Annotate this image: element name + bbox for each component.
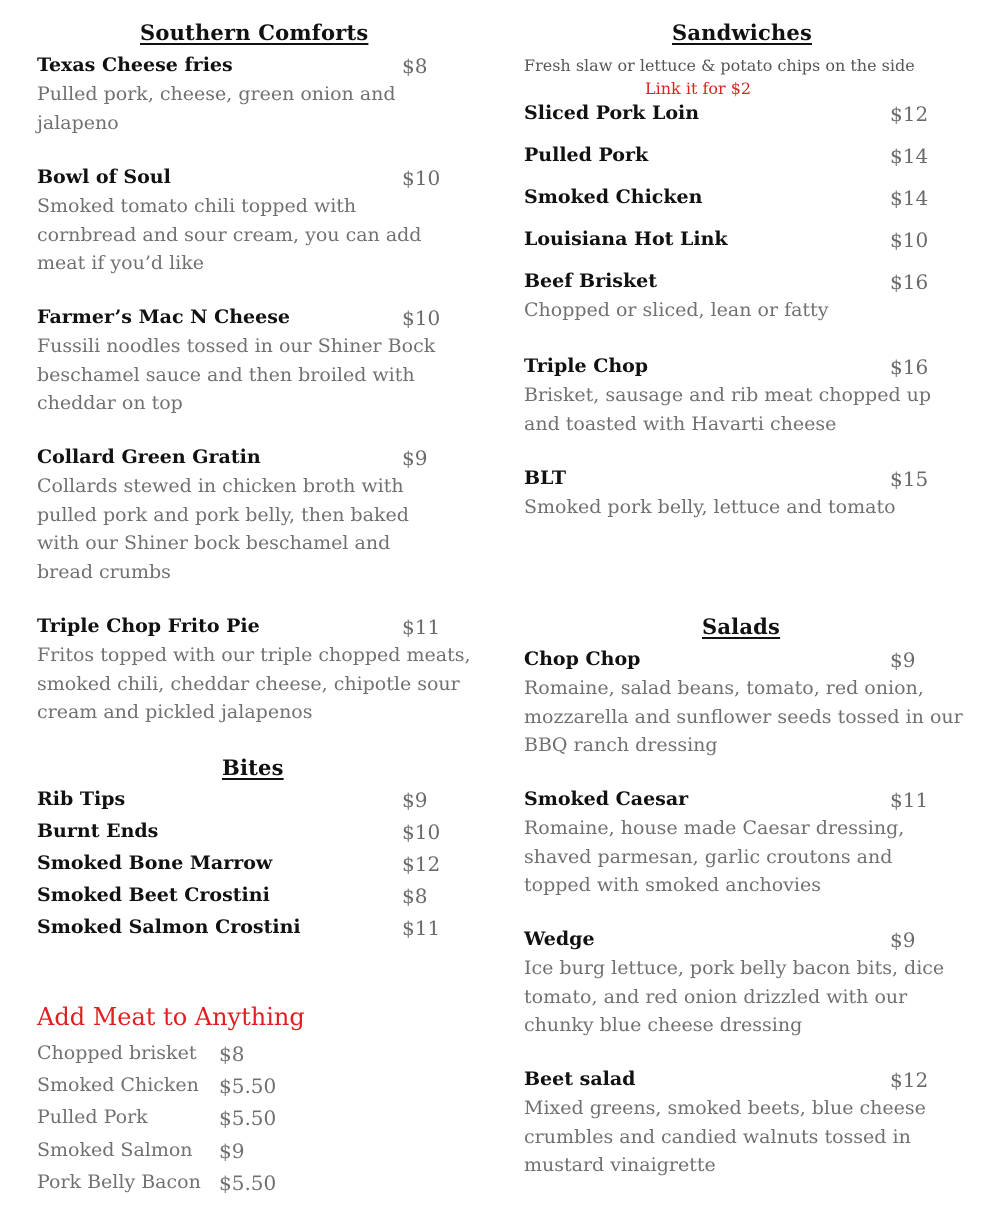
- item-name: Triple Chop Frito Pie: [37, 615, 260, 637]
- sandwiches-title: Sandwiches: [672, 20, 813, 45]
- add-meat-name: Pork Belly Bacon: [37, 1171, 201, 1193]
- item-price: $12: [890, 1068, 929, 1092]
- item-price: $10: [402, 306, 441, 330]
- item-description: Romaine, salad beans, tomato, red onion, mozzarella and sunflower seeds tossed in our BBQ ranch dressing: [524, 677, 963, 756]
- item-price: $12: [890, 102, 929, 126]
- item-price: $11: [402, 615, 441, 639]
- sandwiches-note: Fresh slaw or lettuce & potato chips on the side: [524, 56, 915, 75]
- bite-price: $12: [402, 852, 441, 876]
- item-price: $14: [890, 144, 929, 168]
- item-name: Chop Chop: [524, 648, 641, 670]
- item-price: $11: [890, 788, 929, 812]
- bite-name: Smoked Bone Marrow: [37, 852, 273, 874]
- item-name: BLT: [524, 467, 567, 489]
- item-name: Triple Chop: [524, 355, 649, 377]
- item-description: Fritos topped with our triple chopped meats, smoked chili, cheddar cheese, chipotle sour cream and pickled jalapenos: [37, 644, 471, 723]
- item-name: Texas Cheese fries: [37, 54, 233, 76]
- bite-name: Smoked Beet Crostini: [37, 884, 270, 906]
- bite-price: $9: [402, 788, 428, 812]
- item-price: $9: [890, 928, 916, 952]
- add-meat-price: $5.50: [219, 1106, 277, 1130]
- item-description: Smoked tomato chili topped with cornbread and sour cream, you can add meat if you’d like: [37, 195, 422, 274]
- item-name: Sliced Pork Loin: [524, 102, 700, 124]
- add-meat-title: Add Meat to Anything: [37, 1003, 305, 1031]
- bites-title: Bites: [222, 755, 284, 780]
- item-description: Fussili noodles tossed in our Shiner Bock beschamel sauce and then broiled with cheddar on top: [37, 335, 436, 414]
- item-description: Romaine, house made Caesar dressing, shaved parmesan, garlic croutons and topped with smoked anchovies: [524, 817, 905, 896]
- item-price: $9: [890, 648, 916, 672]
- southern-comforts-title: Southern Comforts: [140, 20, 369, 45]
- item-name: Beet salad: [524, 1068, 636, 1090]
- item-name: Wedge: [524, 928, 595, 950]
- item-price: $16: [890, 355, 929, 379]
- item-price: $8: [402, 54, 428, 78]
- add-meat-name: Smoked Chicken: [37, 1074, 199, 1096]
- bite-price: $10: [402, 820, 441, 844]
- item-description: Collards stewed in chicken broth with pulled pork and pork belly, then baked with our Shiner bock beschamel and bread crumbs: [37, 475, 409, 583]
- item-name: Farmer’s Mac N Cheese: [37, 306, 291, 328]
- item-name: Smoked Caesar: [524, 788, 689, 810]
- item-description: Brisket, sausage and rib meat chopped up and toasted with Havarti cheese: [524, 384, 932, 435]
- link-note: Link it for $2: [645, 79, 752, 98]
- item-price: $14: [890, 186, 929, 210]
- add-meat-name: Smoked Salmon: [37, 1139, 193, 1161]
- add-meat-price: $9: [219, 1139, 245, 1163]
- item-name: Pulled Pork: [524, 144, 649, 166]
- item-description: Chopped or sliced, lean or fatty: [524, 299, 829, 321]
- add-meat-price: $5.50: [219, 1074, 277, 1098]
- item-price: $10: [402, 166, 441, 190]
- add-meat-price: $5.50: [219, 1171, 277, 1195]
- item-description: Smoked pork belly, lettuce and tomato: [524, 496, 896, 518]
- item-name: Collard Green Gratin: [37, 446, 261, 468]
- add-meat-name: Pulled Pork: [37, 1106, 148, 1128]
- add-meat-name: Chopped brisket: [37, 1042, 197, 1064]
- item-price: $15: [890, 467, 929, 491]
- bite-name: Smoked Salmon Crostini: [37, 916, 301, 938]
- item-description: Mixed greens, smoked beets, blue cheese crumbles and candied walnuts tossed in mustard vinaigrette: [524, 1097, 926, 1176]
- item-name: Louisiana Hot Link: [524, 228, 728, 250]
- item-description: Pulled pork, cheese, green onion and jalapeno: [37, 83, 396, 134]
- item-price: $16: [890, 270, 929, 294]
- add-meat-price: $8: [219, 1042, 245, 1066]
- bite-price: $8: [402, 884, 428, 908]
- item-name: Beef Brisket: [524, 270, 658, 292]
- bite-name: Rib Tips: [37, 788, 126, 810]
- item-description: Ice burg lettuce, pork belly bacon bits, dice tomato, and red onion drizzled with our chunky blue cheese dressing: [524, 957, 945, 1036]
- item-price: $10: [890, 228, 929, 252]
- bite-price: $11: [402, 916, 441, 940]
- item-price: $9: [402, 446, 428, 470]
- salads-title: Salads: [702, 614, 781, 639]
- item-name: Bowl of Soul: [37, 166, 171, 188]
- item-name: Smoked Chicken: [524, 186, 703, 208]
- bite-name: Burnt Ends: [37, 820, 159, 842]
